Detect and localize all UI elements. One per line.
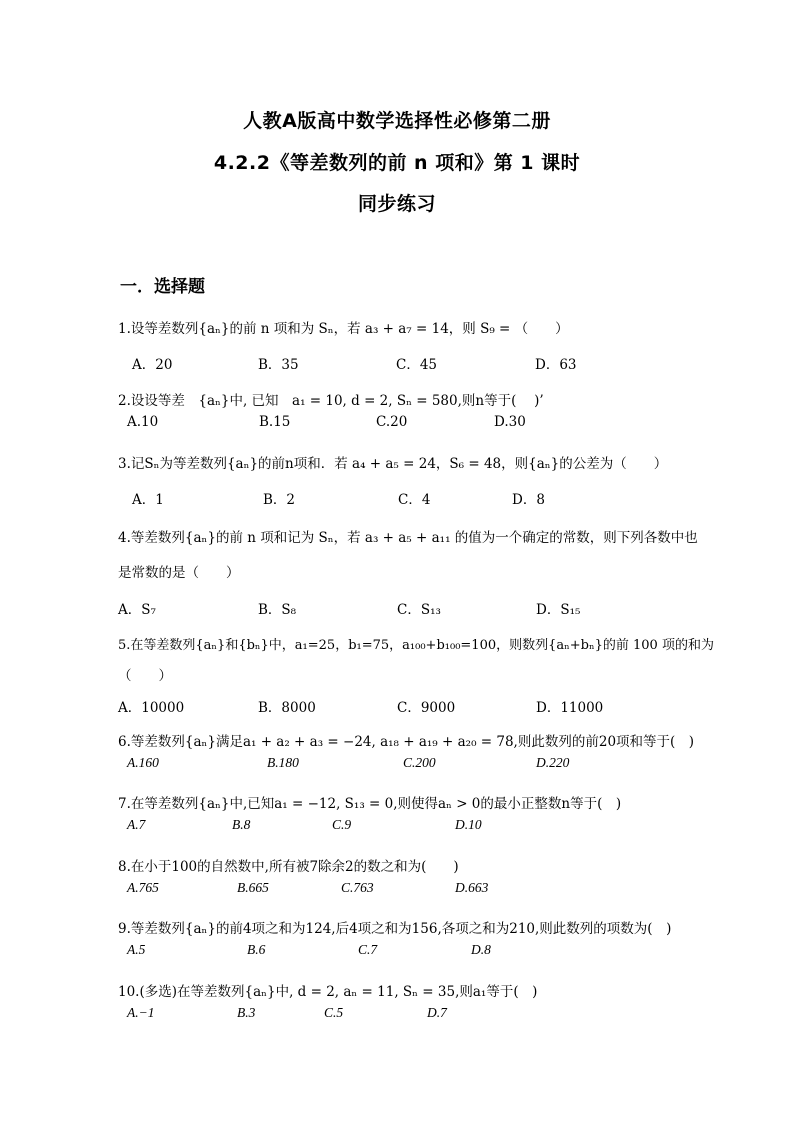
q2-option-c: C.20 [376,414,408,430]
q8-option-c: C.763 [341,880,374,895]
q2-option-a: A.10 [127,414,159,430]
q4-option-b: B．S₈ [258,602,297,618]
q3-option-a: A．1 [132,492,164,508]
q7-option-d: D.10 [455,817,482,832]
question-9-stem: 9.等差数列{aₙ}的前4项之和为124,后4项之和为156,各项之和为210,则此数列的项数为( ) [118,921,672,937]
q3-option-d: D．8 [512,492,545,508]
q9-option-b: B.6 [247,942,266,957]
q4-option-a: A．S₇ [118,602,156,618]
q7-option-a: A.7 [127,817,146,832]
title-line-3: 同步练习 [357,193,436,215]
q6-option-c: C.200 [403,755,436,770]
q10-option-c: C.5 [324,1005,344,1020]
question-2-stem: 2.设设等差 {aₙ}中, 已知 a₁ = 10, d = 2, Sₙ = 580,则n等于( )’ [118,393,544,409]
question-10-stem: 10.(多选)在等差数列{aₙ}中, d = 2, aₙ = 11, Sₙ = 35,则a₁等于( ) [118,984,538,1000]
q9-option-a: A.5 [127,942,146,957]
question-1-stem: 1.设等差数列{aₙ}的前 n 项和为 Sₙ，若 a₃ + a₇ = 14，则 S₉ = （ ） [118,321,569,337]
q8-option-b: B.665 [237,880,269,895]
question-4-stem: 4.等差数列{aₙ}的前 n 项和记为 Sₙ，若 a₃ + a₅ + a₁₁ 的值为一个确定的常数，则下列各数中也 [118,530,698,546]
q6-option-d: D.220 [536,755,570,770]
q8-option-d: D.663 [455,880,489,895]
q1-option-b: B．35 [258,357,299,373]
q10-option-a: A.−1 [127,1005,155,1020]
q5-option-a: A．10000 [118,700,185,716]
question-5-stem: 5.在等差数列{aₙ}和{bₙ}中，a₁=25，b₁=75，a₁₀₀+b₁₀₀=100，则数列{aₙ+bₙ}的前 100 项的和为 [118,638,714,653]
q8-option-a: A.765 [127,880,159,895]
q1-option-c: C．45 [396,357,438,373]
title-line-1: 人教A版高中数学选择性必修第二册 [243,110,551,132]
question-5-stem-cont: （ ） [118,668,172,684]
q9-option-d: D.8 [471,942,491,957]
q7-option-c: C.9 [332,817,352,832]
q10-option-b: B.3 [237,1005,256,1020]
q1-option-a: A．20 [132,357,173,373]
question-4-stem-cont: 是常数的是（ ） [118,565,240,581]
title-line-2: 4.2.2《等差数列的前 n 项和》第 1 课时 [213,152,581,174]
q6-option-b: B.180 [267,755,299,770]
question-7-stem: 7.在等差数列{aₙ}中,已知a₁ = −12, S₁₃ = 0,则使得aₙ > 0的最小正整数n等于( ) [118,796,622,812]
q3-option-b: B．2 [263,492,296,508]
q4-option-d: D．S₁₅ [536,602,581,618]
question-6-stem: 6.等差数列{aₙ}满足a₁ + a₂ + a₃ = −24, a₁₈ + a₁₉ + a₂₀ = 78,则此数列的前20项和等于( ) [118,734,695,750]
q5-option-c: C．9000 [397,700,456,716]
q2-option-d: D.30 [494,414,526,430]
q7-option-b: B.8 [232,817,251,832]
q3-option-c: C．4 [398,492,431,508]
q1-option-d: D．63 [535,357,577,373]
q5-option-d: D．11000 [536,700,604,716]
q10-option-d: D.7 [427,1005,447,1020]
q6-option-a: A.160 [127,755,159,770]
question-3-stem: 3.记Sₙ为等差数列{aₙ}的前n项和．若 a₄ + a₅ = 24，S₆ = 48，则{aₙ}的公差为（ ） [118,456,668,472]
q2-option-b: B.15 [259,414,291,430]
section-heading: 一．选择题 [120,277,205,297]
question-8-stem: 8.在小于100的自然数中,所有被7除余2的数之和为( ) [118,859,459,875]
q4-option-c: C．S₁₃ [397,602,441,618]
q5-option-b: B．8000 [258,700,316,716]
q9-option-c: C.7 [358,942,378,957]
